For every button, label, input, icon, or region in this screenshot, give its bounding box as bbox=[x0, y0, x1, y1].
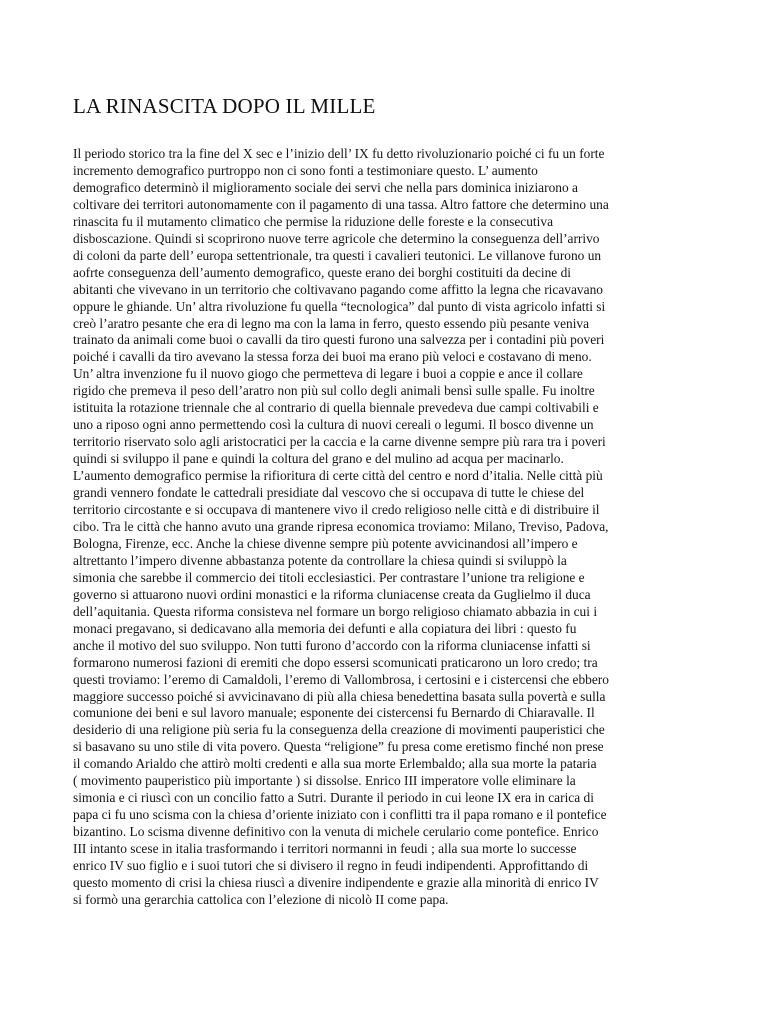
text-line: oppure le ghiande. Un’ altra rivoluzione fu quella “tecnologica” dal punto di vista agricolo infatti si bbox=[73, 298, 606, 314]
text-line: Bologna, Firenze, ecc. Anche la chiese divenne sempre più potente avvicinandosi all’impero e bbox=[73, 535, 578, 551]
text-line: creò l’aratro pesante che era di legno ma con la lama in ferro, questo essendo più pesante veniva bbox=[73, 315, 590, 331]
text-line: Il periodo storico tra la fine del X sec e l’inizio dell’ IX fu detto rivoluzionario poiché ci fu un forte bbox=[73, 146, 605, 161]
text-line: bizantino. Lo scisma divenne definitivo con la venuta di michele cerulario come pontefice. Enrico bbox=[73, 824, 599, 840]
text-line: formarono numerosi fazioni di eremiti che dopo essersi scomunicati praticarono un loro credo; tra bbox=[73, 654, 598, 670]
text-line: dell’aquitania. Questa riforma consisteva nel formare un borgo religioso chiamato abbazia in cui i bbox=[73, 603, 598, 619]
text-line: cibo. Tra le città che hanno avuto una grande ripresa economica troviamo: Milano, Treviso, Padova, bbox=[73, 518, 609, 534]
text-line: questo momento di crisi la chiesa riuscì a divenire indipendente e grazie alla minorità di enrico IV bbox=[73, 874, 599, 890]
text-line: disboscazione. Quindi si scoprirono nuove terre agricole che determino la conseguenza dell’arrivo bbox=[73, 230, 600, 246]
text-line: papa ci fu uno scisma con la chiesa d’oriente iniziato con i conflitti tra il papa romano e il pontefice bbox=[73, 807, 607, 823]
text-line: coltivare dei territori autonomamente con il pagamento di una tassa. Altro fattore che determino una bbox=[73, 196, 609, 212]
text-line: trainato da animali come buoi o cavalli da tiro questi furono una salvezza per i contadini più poveri bbox=[73, 332, 605, 348]
text-line: governo si attuarono nuovi ordini monastici e la riforma cluniacense creata da Guglielmo il duca bbox=[73, 586, 591, 602]
text-line: territorio circostante e si occupava di mantenere vivo il credo religioso nelle città e di distribuire il bbox=[73, 502, 600, 518]
text-line: poiché i cavalli da tiro avevano la stessa forza dei buoi ma erano più veloci e costavano di meno. bbox=[73, 349, 592, 365]
body-paragraph bbox=[73, 146, 713, 909]
text-line: simonia che sarebbe il commercio dei titoli ecclesiastici. Per contrastare l’unione tra religione e bbox=[73, 569, 585, 585]
text-line: rinascita fu il mutamento climatico che permise la riduzione delle foreste e la consecutiva bbox=[73, 213, 554, 229]
text-line: si formò una gerarchia cattolica con l’elezione di nicolò II come papa. bbox=[73, 891, 449, 907]
text-line: abitanti che vivevano in un territorio che coltivavano pagando come affitto la legna che ricavavano bbox=[73, 281, 603, 297]
text-line: maggiore successo poiché si avvicinavano di più alla chiesa benedettina basata sulla povertà e sulla bbox=[73, 688, 606, 704]
text-line: quindi si sviluppo il pane e quindi la coltura del grano e del mulino ad acqua per macinarlo. bbox=[73, 451, 564, 467]
text-line: aofrte conseguenza dell’aumento demografico, queste erano dei borghi costituiti da decine di bbox=[73, 264, 571, 280]
text-line: questi troviamo: l’eremo di Camaldoli, l’eremo di Vallombrosa, i certosini e i cistercensi che ebbero bbox=[73, 671, 609, 687]
text-line: il comando Arialdo che attirò molti credenti e alla sua morte Erlembaldo; alla sua morte la pataria bbox=[73, 756, 597, 772]
page-title: LA RINASCITA DOPO IL MILLE bbox=[73, 94, 376, 118]
text-line: di coloni da parte dell’ europa settentrionale, tra questi i cavalieri teutonici. Le villanove furono un bbox=[73, 247, 602, 263]
text-line: istituita la rotazione triennale che al contrario di quella biennale prevedeva due campi coltivabili e bbox=[73, 400, 599, 416]
text-line: uno a riposo ogni anno permettendo così la cultura di nuovi cereali o legumi. Il bosco divenne un bbox=[73, 417, 594, 433]
text-line: incremento demografico purtroppo non ci sono fonti a testimoniare questo. L’ aumento bbox=[73, 162, 538, 178]
text-line: desiderio di una religione più seria fu la conseguenza della creazione di movimenti pauperistici che bbox=[73, 722, 605, 738]
text-line: L’aumento demografico permise la rifioritura di certe città del centro e nord d’italia. Nelle città più bbox=[73, 468, 603, 484]
text-line: territorio riservato solo agli aristocratici per la caccia e la carne divenne sempre più rara tra i poveri bbox=[73, 434, 606, 450]
text-line: simonia e ci riuscì con un concilio fatto a Sutri. Durante il periodo in cui leone IX era in carica di bbox=[73, 790, 594, 806]
text-line: Un’ altra invenzione fu il nuovo giogo che permetteva di legare i buoi a coppie e ance il collare bbox=[73, 366, 583, 382]
text-line: monaci pregavano, si dedicavano alla memoria dei defunti e alla copiatura dei libri : questo fu bbox=[73, 620, 577, 636]
text-line: anche il motivo del suo sviluppo. Non tutti furono d’accordo con la riforma cluniacense infatti si bbox=[73, 637, 591, 653]
text-line: comunione dei beni e sul lavoro manuale; esponente dei cistercensi fu Bernardo di Chiaravalle. Il bbox=[73, 705, 595, 721]
text-line: altrettanto l’impero divenne abbastanza potente da controllare la chiesa quindi si sviluppò la bbox=[73, 552, 567, 568]
text-line: grandi vennero fondate le cattedrali presidiate dal vescovo che si occupava di tutte le chiese del bbox=[73, 485, 585, 501]
text-line: rigido che premeva il peso dell’aratro non più sul collo degli animali bensì sulle spalle. Fu inoltre bbox=[73, 383, 595, 399]
text-line: si basavano su uno stile di vita povero. Questa “religione” fu presa come eretismo finché non prese bbox=[73, 739, 604, 755]
text-line: demografico determinò il miglioramento sociale dei servi che nella pars dominica iniziarono a bbox=[73, 179, 578, 195]
text-line: ( movimento pauperistico più importante ) si dissolse. Enrico III imperatore volle eliminare la bbox=[73, 773, 576, 789]
text-line: III intanto scese in italia trasformando i territori normanni in feudi ; alla sua morte lo successe bbox=[73, 841, 577, 857]
text-line: enrico IV suo figlio e i suoi tutori che si divisero il regno in feudi indipendenti. Approfittando di bbox=[73, 858, 589, 874]
